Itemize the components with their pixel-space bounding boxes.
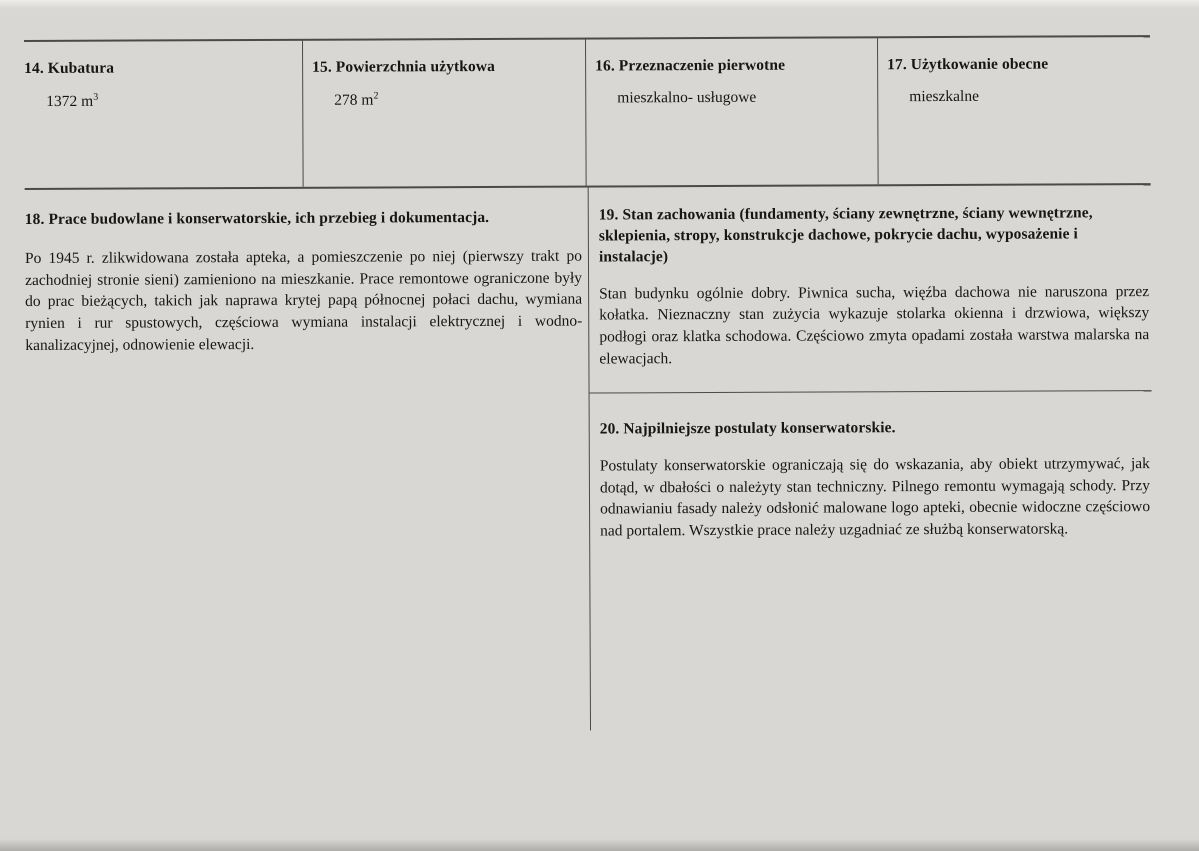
field-powierzchnia-value-text: 278 m xyxy=(334,91,374,109)
field-kubatura-value-text: 1372 m xyxy=(46,92,94,111)
field-przeznaczenie-pierwotne-label: 16. Przeznaczenie pierwotne xyxy=(595,56,786,75)
section-18-body: Po 1945 r. zlikwidowana została apteka, a pomieszczenie po niej (pierwszy trakt po zachodniej stronie sieni) zamieniono na mieszkanie. Prace remontowe ograniczone były do prac bieżących, takich jak naprawa krytej papą północnej połaci dachu, wymiana rynien i rur spustowych, częściowa wymiana instalacji elektrycznej i wodno-kanalizacyjnej, odnowienie elewacji. xyxy=(24,247,583,354)
section-18-title: 18. Prace budowlane i konserwatorskie, ich przebieg i dokumentacja. xyxy=(24,208,490,228)
form-sheet xyxy=(24,35,1153,733)
header-fields-row xyxy=(24,35,1151,190)
field-kubatura-label: 14. Kubatura xyxy=(24,59,115,77)
field-kubatura-value xyxy=(46,91,294,111)
field-przeznaczenie-pierwotne xyxy=(585,38,878,185)
field-powierzchnia-value-exponent: 2 xyxy=(373,90,379,102)
field-kubatura xyxy=(24,41,303,188)
field-kubatura-value-exponent: 3 xyxy=(93,91,99,103)
lower-sections-area xyxy=(25,185,1153,733)
field-przeznaczenie-pierwotne-value-text: mieszkalno- usługowe xyxy=(617,88,757,107)
field-uzytkowanie-obecne xyxy=(877,37,1151,184)
section-20-title: 20. Najpilniejsze postulaty konserwatorskie. xyxy=(599,419,896,438)
right-column xyxy=(588,185,1153,730)
field-uzytkowanie-obecne-value xyxy=(909,87,1142,106)
field-uzytkowanie-obecne-label: 17. Użytkowanie obecne xyxy=(887,55,1049,74)
field-powierzchnia-value xyxy=(334,90,577,110)
section-20 xyxy=(590,391,1153,542)
section-19-body: Stan budynku ogólnie dobry. Piwnica sucha, więźba dachowa nie naruszona przez kołatka. Nieznaczny stan zużycia wykazuje stolarka okienna i drzwiowa, większy podłogi oraz klatka schodowa. Częściowo zmyta opadami została warstwa malarska na elewacjach. xyxy=(599,282,1150,368)
field-przeznaczenie-pierwotne-value xyxy=(617,88,869,107)
section-19 xyxy=(589,185,1152,393)
field-uzytkowanie-obecne-value-text: mieszkalne xyxy=(909,87,980,106)
field-powierzchnia-label: 15. Powierzchnia użytkowa xyxy=(312,57,496,76)
section-19-title: 19. Stan zachowania (fundamenty, ściany zewnętrzne, ściany wewnętrzne, sklepienia, stropy, konstrukcje dachowe, pokrycie dachu, wyposażenie i instalacje) xyxy=(598,204,1093,266)
section-18 xyxy=(25,188,590,733)
field-powierzchnia xyxy=(302,40,586,187)
section-20-body: Postulaty konserwatorskie ograniczają się do wskazania, aby obiekt utrzymywać, jak dotąd, w dbałości o należyty stan techniczny. Pilnego remontu wymagają schody. Przy odnawianiu fasady należy odsłonić malowane logo apteki, obecnie widoczne częściowo nad portalem. Wszystkie prace należy uzgadniać ze służbą konserwatorską. xyxy=(599,455,1151,540)
